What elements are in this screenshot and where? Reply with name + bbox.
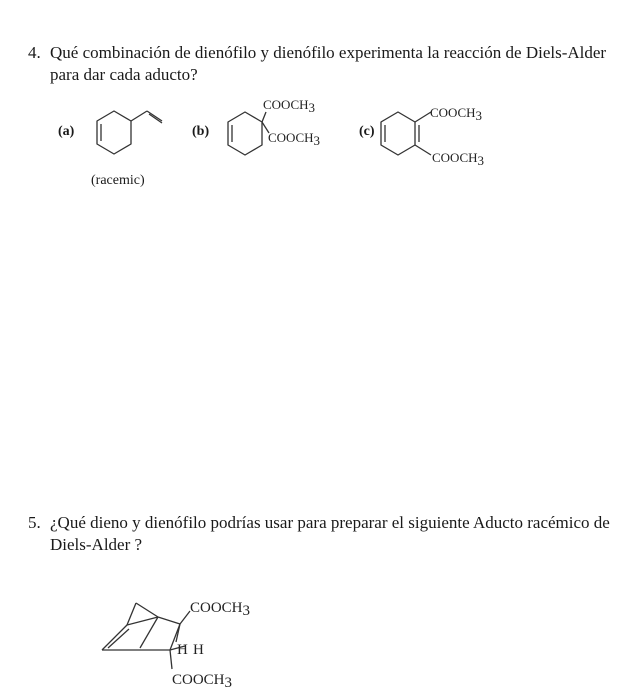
group-b-1: COOCH3 bbox=[263, 97, 316, 115]
group-b-2: COOCH3 bbox=[268, 130, 321, 148]
question-text: ¿Qué dieno y dienófilo podrías usar para preparar el siguiente Aducto racémico de Diels-Alder ? bbox=[50, 513, 610, 554]
question-number: 5. bbox=[28, 513, 41, 532]
h-label-2: H bbox=[193, 642, 204, 658]
question-text: Qué combinación de dienófilo y dienófilo experimenta la reacción de Diels-Alder para dar cada aducto? bbox=[50, 43, 607, 84]
h-label-1: H bbox=[177, 642, 188, 658]
group-q5-2: COOCH3 bbox=[172, 672, 233, 691]
item-label-a: (a) bbox=[58, 124, 75, 139]
question-number: 4. bbox=[28, 43, 41, 62]
item-label-c: (c) bbox=[359, 124, 375, 139]
group-q5-1: COOCH3 bbox=[190, 600, 251, 619]
racemic-caption: (racemic) bbox=[91, 173, 145, 188]
item-label-b: (b) bbox=[192, 124, 210, 139]
group-c-2: COOCH3 bbox=[432, 150, 485, 168]
group-c-1: COOCH3 bbox=[430, 105, 483, 123]
